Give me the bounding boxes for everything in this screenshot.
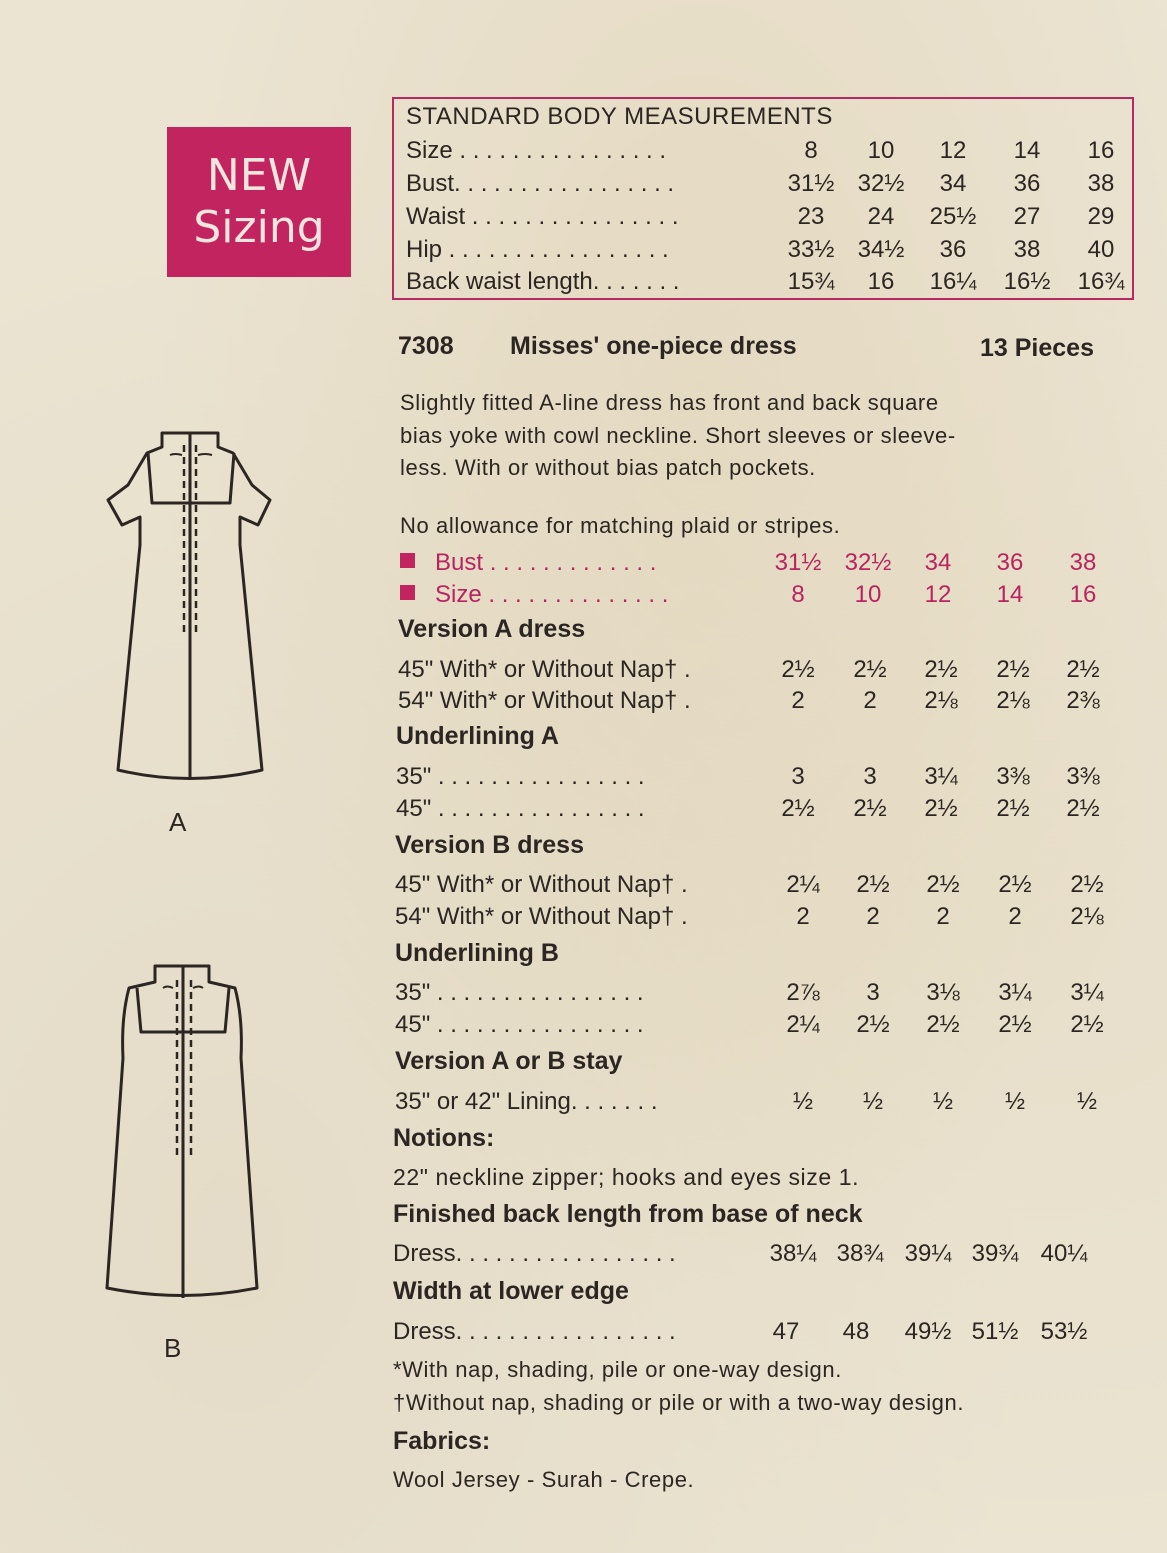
sbm-title: STANDARD BODY MEASUREMENTS	[406, 103, 833, 130]
red-row-size	[400, 581, 1140, 613]
row-value: 2	[863, 687, 877, 714]
row-value: ½	[1004, 1088, 1025, 1115]
row-value: ½	[862, 1088, 883, 1115]
row-value: 3⅜	[1066, 763, 1100, 790]
row-value: 48	[842, 1318, 870, 1345]
row-value: 2	[866, 903, 880, 930]
dress-a-illustration-icon	[90, 425, 290, 785]
row-value: 16	[1087, 137, 1115, 164]
row-value: 2½	[856, 1011, 890, 1038]
row-value: 49½	[904, 1318, 952, 1345]
row-label: 35" . . . . . . . . . . . . . . . .	[395, 979, 644, 1006]
standard-body-measurements-box	[392, 97, 1134, 300]
row-value: 34½	[857, 236, 905, 263]
footnote-without-nap: †Without nap, shading or pile or with a two-way design.	[393, 1390, 965, 1415]
yardage-row	[395, 979, 1135, 1011]
row-label: Hip . . . . . . . . . . . . . . . . .	[406, 236, 669, 263]
pattern-name: Misses' one-piece dress	[510, 332, 797, 360]
yardage-row	[395, 1088, 1135, 1120]
description-line: Slightly fitted A-line dress has front and back square	[400, 390, 939, 415]
row-value: 51½	[971, 1318, 1019, 1345]
row-value: 16¾	[1077, 268, 1125, 295]
row-value: 47	[772, 1318, 800, 1345]
yardage-row	[395, 1011, 1135, 1043]
row-value: 29	[1087, 203, 1115, 230]
yardage-row	[396, 763, 1136, 795]
pattern-number: 7308	[398, 332, 454, 360]
row-value: 16½	[1003, 268, 1051, 295]
badge-line-2: Sizing	[193, 202, 325, 253]
row-value: 36	[939, 236, 967, 263]
row-label: 54" With* or Without Nap† .	[395, 903, 688, 930]
row-value: 40	[1087, 236, 1115, 263]
row-value: 3⅜	[996, 763, 1030, 790]
row-value: 38	[1013, 236, 1041, 263]
row-value: 2½	[856, 871, 890, 898]
sbm-row-size	[406, 137, 1126, 169]
row-value: 14	[1013, 137, 1041, 164]
row-value: 2½	[781, 795, 815, 822]
description-line: less. With or without bias patch pockets.	[400, 455, 816, 480]
notions-text: 22" neckline zipper; hooks and eyes size 1.	[393, 1164, 860, 1190]
row-value: 2½	[1070, 1011, 1104, 1038]
sbm-row-hip	[406, 236, 1126, 268]
row-label: 45" With* or Without Nap† .	[395, 871, 688, 898]
finished-length-row	[393, 1240, 1133, 1272]
row-value: 2½	[998, 871, 1032, 898]
sbm-row-bust	[406, 170, 1126, 202]
row-value: 3¼	[924, 763, 958, 790]
row-value: 38	[1087, 170, 1115, 197]
row-value: 8	[791, 581, 805, 608]
row-value: 2⅜	[1066, 687, 1100, 714]
badge-line-1: NEW	[206, 150, 312, 201]
row-value: 3	[866, 979, 880, 1006]
sbm-row-waist	[406, 203, 1126, 235]
row-value: 2¼	[786, 1011, 820, 1038]
row-value: 39¼	[904, 1240, 952, 1267]
row-value: 2⅛	[996, 687, 1030, 714]
yardage-row	[398, 687, 1138, 719]
row-value: 2½	[781, 656, 815, 683]
notions-heading: Notions:	[393, 1124, 495, 1152]
row-value: ½	[792, 1088, 813, 1115]
row-value: 23	[797, 203, 825, 230]
allowance-note: No allowance for matching plaid or stripes.	[400, 513, 841, 538]
fabrics-heading: Fabrics:	[393, 1427, 491, 1455]
row-value: 32½	[857, 170, 905, 197]
row-value: 38¾	[836, 1240, 884, 1267]
section-heading-version-b: Version B dress	[395, 831, 584, 859]
section-heading-underlining-b: Underlining B	[395, 939, 559, 967]
section-heading-version-a: Version A dress	[398, 615, 586, 643]
row-value: 34	[939, 170, 967, 197]
row-value: 2½	[1066, 656, 1100, 683]
row-value: 16	[867, 268, 895, 295]
row-value: 2	[796, 903, 810, 930]
row-value: 2½	[996, 795, 1030, 822]
row-value: 36	[996, 549, 1024, 576]
row-dots: . . . . . . . . . . . . .	[489, 549, 657, 576]
row-value: 2	[791, 687, 805, 714]
row-value: 2½	[996, 656, 1030, 683]
row-value: 36	[1013, 170, 1041, 197]
row-value: 24	[867, 203, 895, 230]
row-value: 16¼	[929, 268, 977, 295]
row-label: Dress. . . . . . . . . . . . . . . . .	[393, 1240, 676, 1267]
row-value: 16	[1069, 581, 1097, 608]
pattern-pieces: 13 Pieces	[980, 334, 1094, 362]
row-label: Dress. . . . . . . . . . . . . . . . .	[393, 1318, 676, 1345]
row-label: 35" . . . . . . . . . . . . . . . .	[396, 763, 645, 790]
sbm-row-back-waist	[406, 268, 1126, 300]
yardage-row	[395, 903, 1135, 935]
row-value: 32½	[844, 549, 892, 576]
section-heading-stay: Version A or B stay	[395, 1047, 623, 1075]
finished-back-length-heading: Finished back length from base of neck	[393, 1200, 863, 1228]
square-bullet-icon	[400, 585, 415, 600]
row-value: 3	[863, 763, 877, 790]
row-value: 3¼	[998, 979, 1032, 1006]
row-value: 2½	[1070, 871, 1104, 898]
footnote-with-nap: *With nap, shading, pile or one-way design.	[393, 1357, 842, 1382]
section-heading-underlining-a: Underlining A	[396, 722, 559, 750]
row-value: ½	[1076, 1088, 1097, 1115]
row-label: Bust	[435, 549, 484, 576]
row-label: 54" With* or Without Nap† .	[398, 687, 691, 714]
yardage-row	[396, 795, 1136, 827]
row-value: 31½	[787, 170, 835, 197]
row-value: 33½	[787, 236, 835, 263]
row-value: 8	[804, 137, 818, 164]
row-value: 2½	[926, 871, 960, 898]
row-value: 2⅞	[786, 979, 820, 1006]
row-value: 2	[1008, 903, 1022, 930]
yardage-row	[395, 871, 1135, 903]
row-label: 35" or 42" Lining. . . . . . .	[395, 1088, 658, 1115]
row-value: 25½	[929, 203, 977, 230]
square-bullet-icon	[400, 553, 415, 568]
yardage-row	[398, 656, 1138, 688]
description-line: bias yoke with cowl neckline. Short sleeves or sleeve-	[400, 423, 956, 448]
row-value: 2½	[853, 656, 887, 683]
row-label: 45" . . . . . . . . . . . . . . . .	[396, 795, 645, 822]
row-value: 2½	[853, 795, 887, 822]
row-value: 3¼	[1070, 979, 1104, 1006]
row-value: 2½	[1066, 795, 1100, 822]
row-value: 12	[924, 581, 952, 608]
illustration-label-b: B	[164, 1333, 182, 1363]
width-row	[393, 1318, 1133, 1350]
row-value: 10	[854, 581, 882, 608]
row-value: 2	[936, 903, 950, 930]
row-value: 2⅛	[924, 687, 958, 714]
row-label: Bust. . . . . . . . . . . . . . . . .	[406, 170, 675, 197]
row-label: Size . . . . . . . . . . . . . . . .	[406, 137, 667, 164]
row-value: 2½	[924, 795, 958, 822]
row-value: 27	[1013, 203, 1041, 230]
row-value: 2½	[926, 1011, 960, 1038]
row-value: 34	[924, 549, 952, 576]
row-value: 10	[867, 137, 895, 164]
row-value: 38¼	[769, 1240, 817, 1267]
row-value: 15¾	[787, 268, 835, 295]
row-dots: . . . . . . . . . . . . . .	[488, 581, 669, 608]
row-value: ½	[932, 1088, 953, 1115]
row-value: 14	[996, 581, 1024, 608]
row-value: 2¼	[786, 871, 820, 898]
row-value: 2½	[998, 1011, 1032, 1038]
row-label: Size	[435, 581, 482, 608]
row-value: 31½	[774, 549, 822, 576]
row-value: 53½	[1040, 1318, 1088, 1345]
row-value: 2½	[924, 656, 958, 683]
width-lower-edge-heading: Width at lower edge	[393, 1277, 629, 1305]
red-row-bust	[400, 549, 1140, 581]
row-value: 3	[791, 763, 805, 790]
row-value: 2⅛	[1070, 903, 1104, 930]
row-value: 40¼	[1040, 1240, 1088, 1267]
row-value: 12	[939, 137, 967, 164]
row-label: Waist . . . . . . . . . . . . . . . .	[406, 203, 679, 230]
dress-b-illustration-icon	[95, 958, 275, 1298]
row-value: 39¾	[971, 1240, 1019, 1267]
row-value: 3⅛	[926, 979, 960, 1006]
row-label: Back waist length. . . . . . .	[406, 268, 680, 295]
row-label: 45" . . . . . . . . . . . . . . . .	[395, 1011, 644, 1038]
row-label: 45" With* or Without Nap† .	[398, 656, 691, 683]
new-sizing-badge	[167, 127, 351, 277]
row-value: 38	[1069, 549, 1097, 576]
fabrics-text: Wool Jersey - Surah - Crepe.	[393, 1467, 695, 1492]
illustration-label-a: A	[169, 807, 187, 837]
